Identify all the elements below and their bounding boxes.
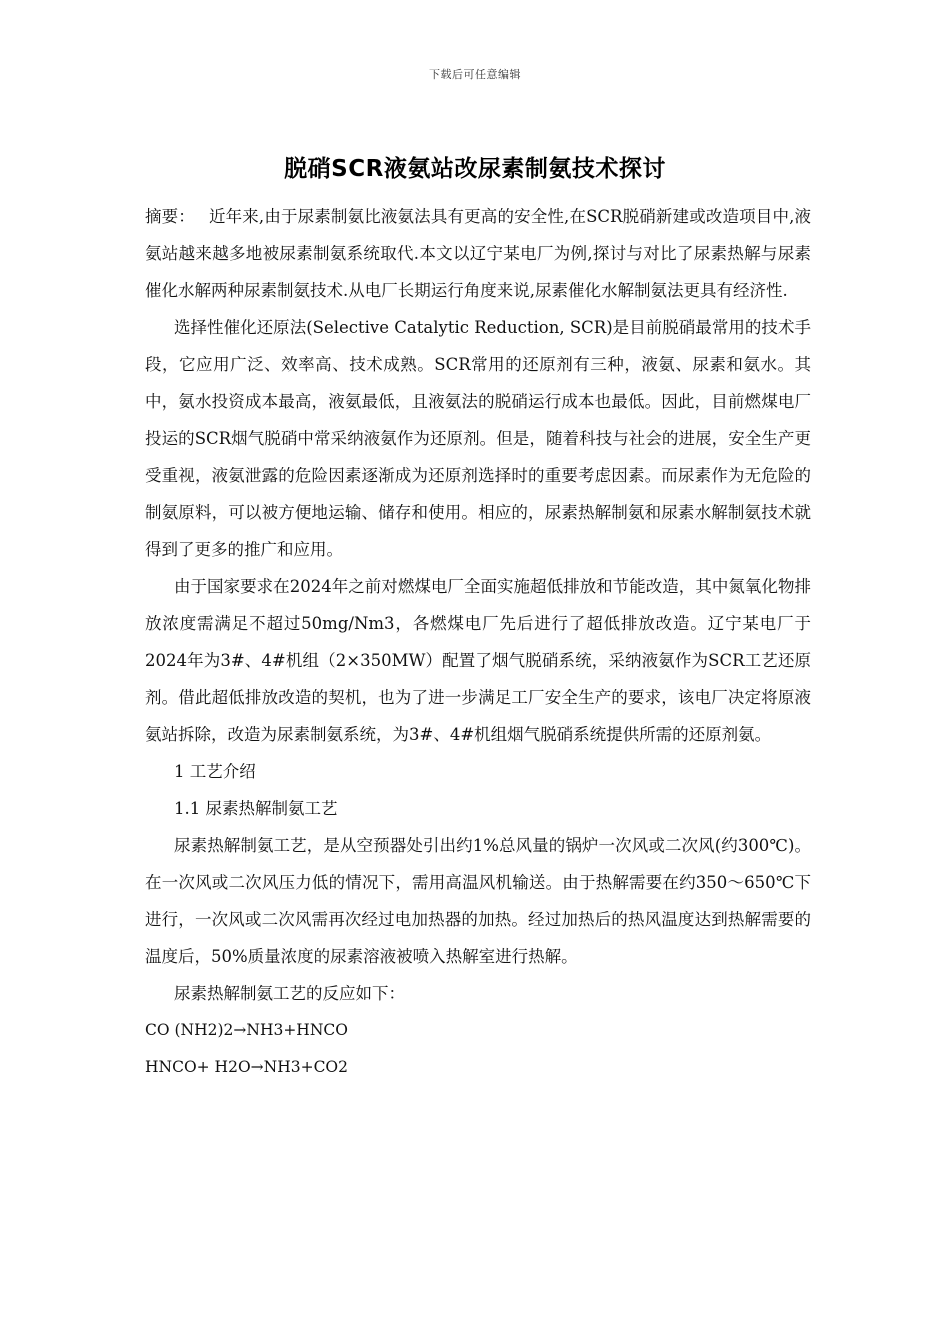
header-note: 下载后可任意编辑 (429, 68, 521, 81)
document-title: 脱硝SCR液氨站改尿素制氨技术探讨 (284, 156, 666, 182)
abstract-paragraph (145, 198, 811, 309)
abstract-text: 近年来,由于尿素制氨比液氨法具有更高的安全性,在SCR脱硝新建或改造项目中,液氨站越来越多地被尿素制氨系统取代.本文以辽宁某电厂为例,探讨与对比了尿素热解与尿素催化水解两种尿素制氨技术.从电厂长期运行角度来说,尿素催化水解制氨法更具有经济性. (145, 207, 812, 300)
paragraph-pyrolysis-process: 尿素热解制氨工艺，是从空预器处引出约1%总风量的锅炉一次风或二次风(约300℃)。在一次风或二次风压力低的情况下，需用高温风机输送。由于热解需要在约350～650℃下进行，一次风或二次风需再次经过电加热器的加热。经过加热后的热风温度达到热解需要的温度后，50%质量浓度的尿素溶液被喷入热解室进行热解。 (145, 836, 811, 966)
section-heading-1-1: 1.1 尿素热解制氨工艺 (174, 799, 338, 818)
paragraph-retrofit-background: 由于国家要求在2024年之前对燃煤电厂全面实施超低排放和节能改造，其中氮氧化物排放浓度需满足不超过50mg/Nm3，各燃煤电厂先后进行了超低排放改造。辽宁某电厂于2024年为3#、4#机组（2×350MW）配置了烟气脱硝系统，采纳液氨作为SCR工艺还原剂。借此超低排放改造的契机，也为了进一步满足工厂安全生产的要求，该电厂决定将原液氨站拆除，改造为尿素制氨系统，为3#、4#机组烟气脱硝系统提供所需的还原剂氨。 (145, 577, 811, 744)
reaction-formula-1: CO (NH2)2→NH3+HNCO (145, 1021, 348, 1039)
paragraph-reaction-intro: 尿素热解制氨工艺的反应如下： (174, 984, 405, 1003)
document-body (145, 198, 811, 1086)
section-heading-1: 1 工艺介绍 (174, 762, 256, 781)
paragraph-scr-intro: 选择性催化还原法(Selective Catalytic Reduction, SCR)是目前脱硝最常用的技术手段，它应用广泛、效率高、技术成熟。SCR常用的还原剂有三种，液氨、尿素和氨水。其中，氨水投资成本最高，液氨最低，且液氨法的脱硝运行成本也最低。因此，目前燃煤电厂投运的SCR烟气脱硝中常采纳液氨作为还原剂。但是，随着科技与社会的进展，安全生产更受重视，液氨泄露的危险因素逐渐成为还原剂选择时的重要考虑因素。而尿素作为无危险的制氨原料，可以被方便地运输、储存和使用。相应的，尿素热解制氨和尿素水解制氨技术就得到了更多的推广和应用。 (145, 318, 811, 559)
abstract-label: 摘要： (145, 207, 195, 226)
reaction-formula-2: HNCO+ H2O→NH3+CO2 (145, 1058, 348, 1076)
